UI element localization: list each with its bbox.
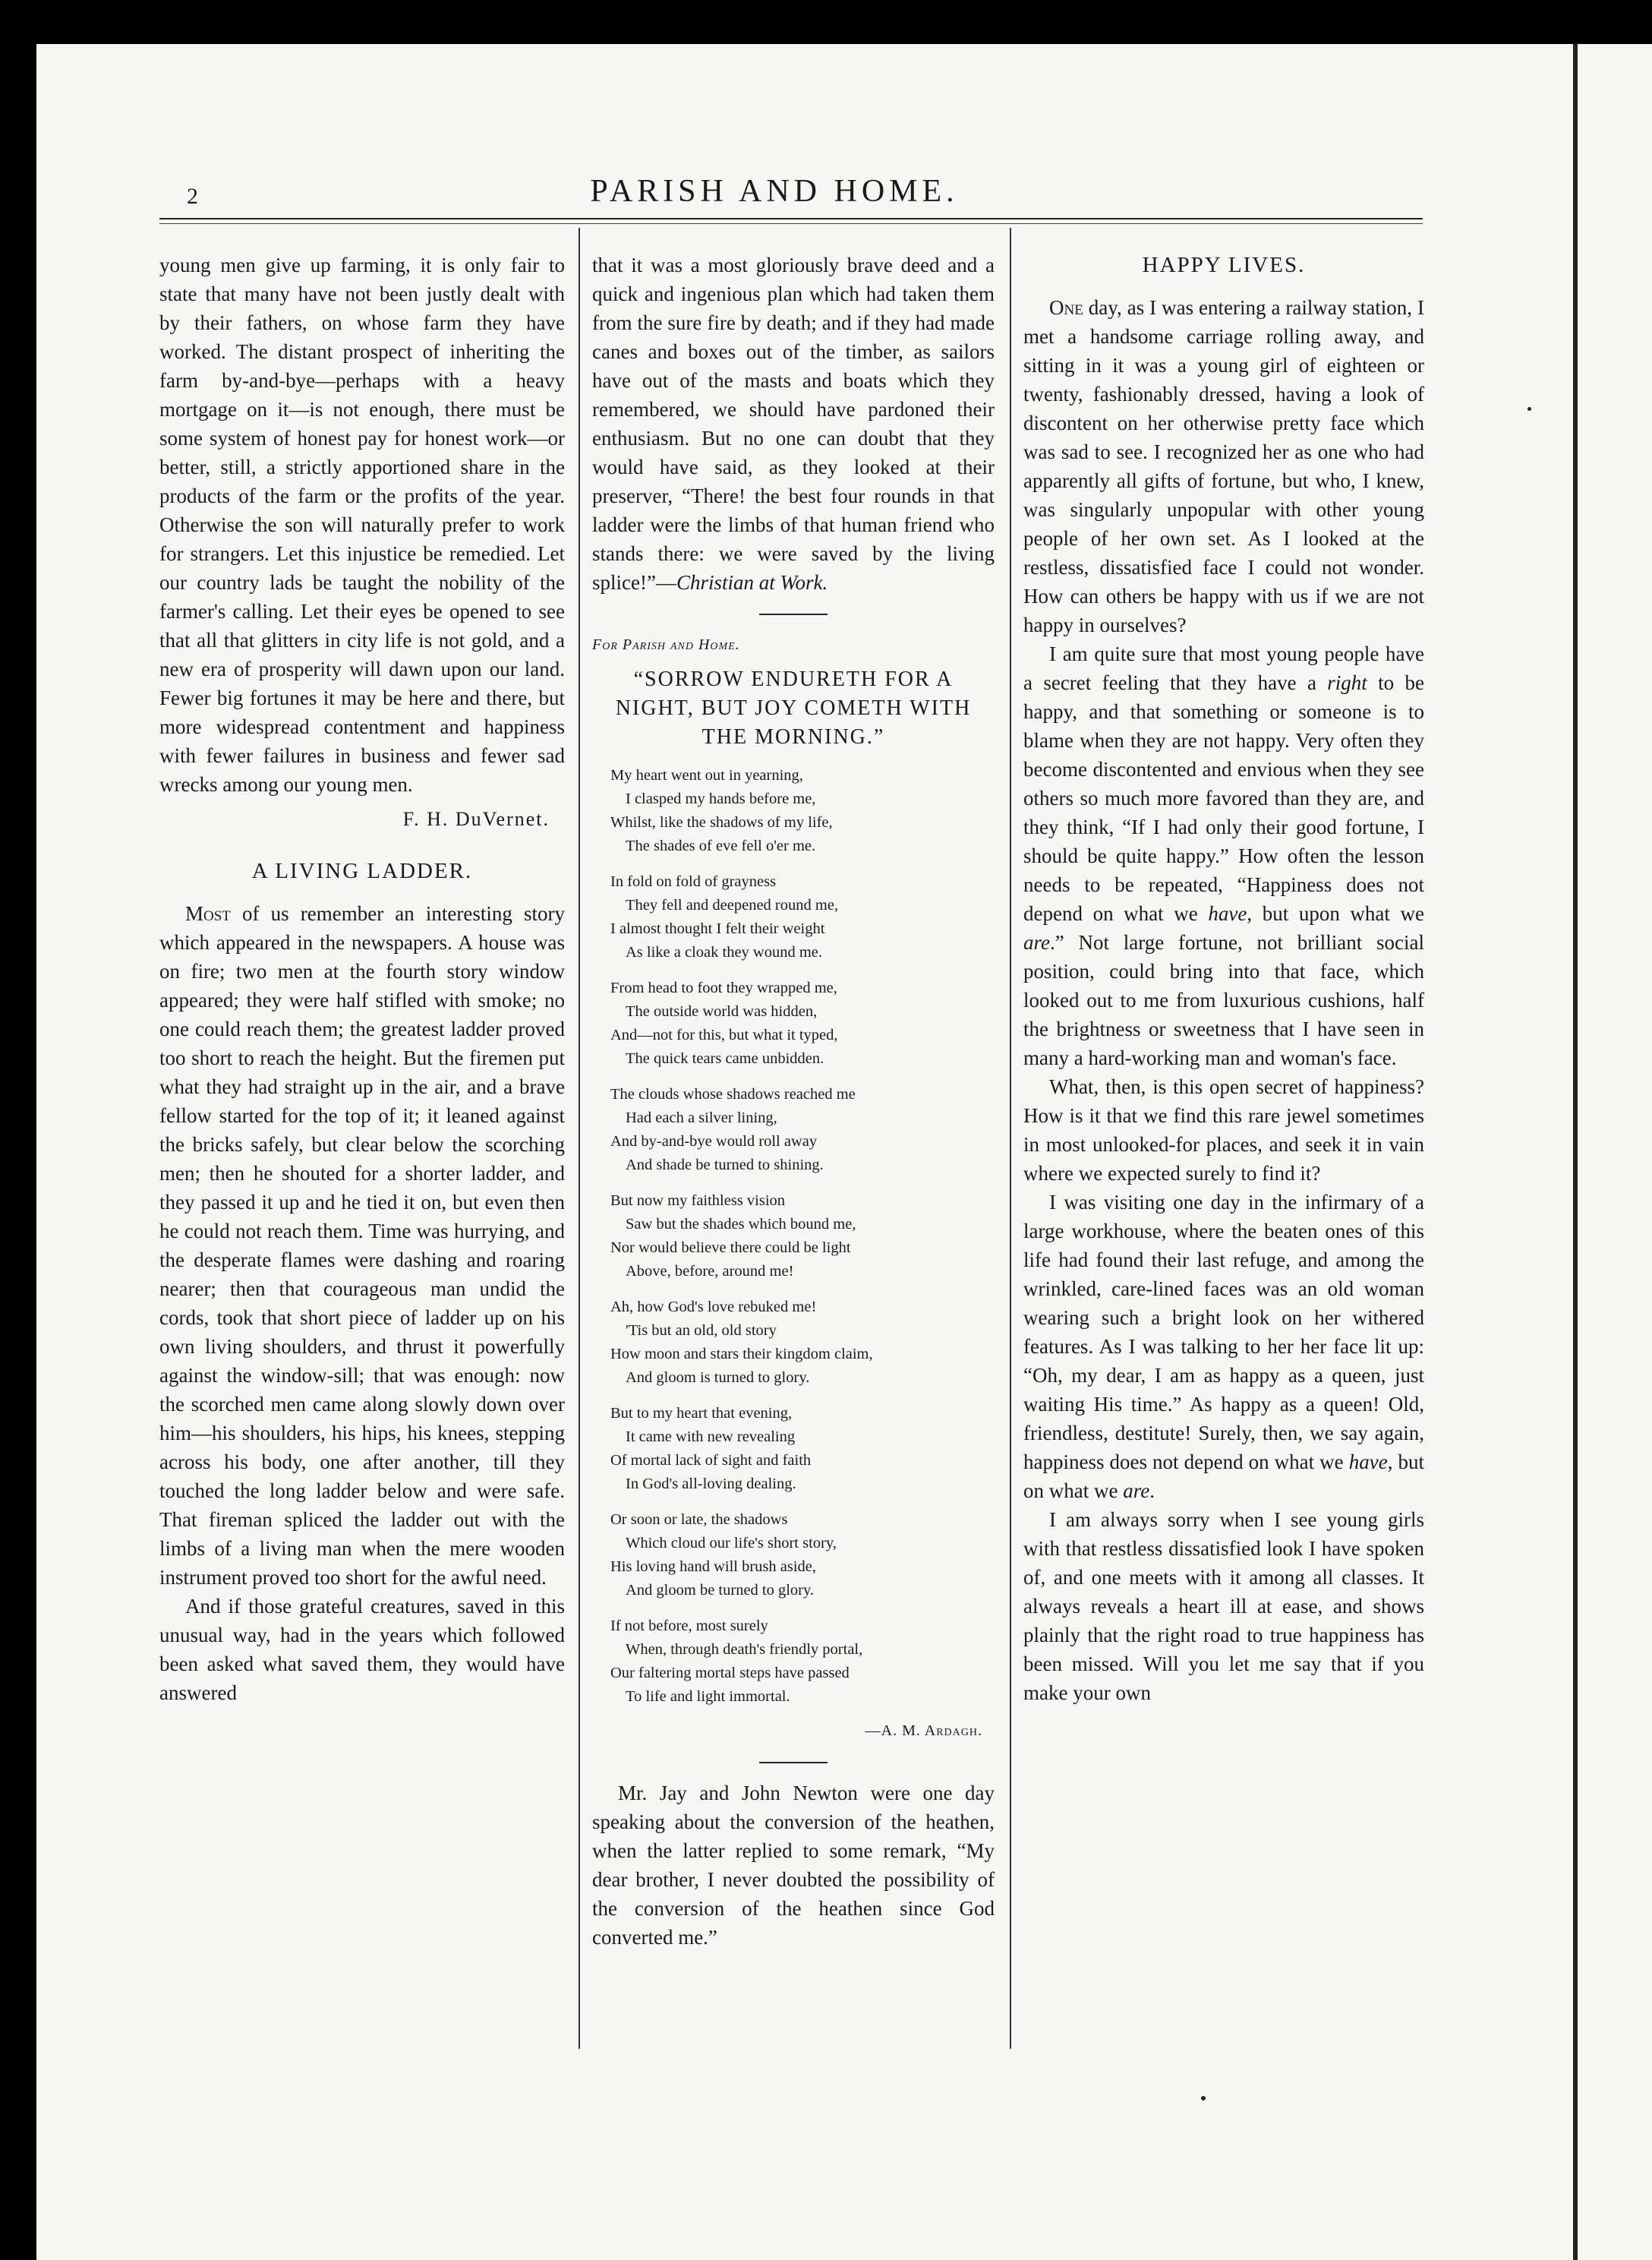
poem-line: The clouds whose shadows reached me — [610, 1086, 856, 1103]
text-run-italic: are — [1123, 1479, 1150, 1502]
poem-stanza — [610, 870, 995, 964]
column-1 — [159, 251, 565, 1707]
paragraph-text: that it was a most gloriously brave deed and a quick and ingenious plan which had taken them from the sure fire by death; and if they had made canes and boxes out of the timber, as sailors have out of the masts and boats which they remembered, we should have pardoned their enthusiasm. But no one can doubt that they would have said, as they looked at their preserver, “There! the best four rounds in that ladder were the limbs of that human friend who stands there: we were saved by the living splice!”— — [592, 254, 995, 594]
separator-rule — [759, 614, 828, 615]
poem-line: From head to foot they wrapped me, — [610, 980, 837, 996]
poem-line: To life and light immortal. — [626, 1688, 790, 1705]
poem-line: And by-and-bye would roll away — [610, 1133, 818, 1150]
article-source: Christian at Work. — [676, 571, 828, 594]
paragraph-text: of us remember an interesting story which appeared in the newspapers. A house was on fire; two men at the fourth story window appeared; they were half stifled with smoke; no one could reach them; the greatest ladder proved too short to reach the height. But the firemen put what they had straight up in the air, and a brave fellow started for the top of it; it leaned against the bricks safely, but clear below the scorching men; then he shouted for a shorter ladder, and they passed it up and he tied it on, but even then he could not reach them. Time was hurrying, and the desperate flames were dashing and roaring nearer; then that courageous man undid the cords, took that short piece of ladder up on his own living shoulders, and thrust it powerfully against the window-sill; that was enough: now the scorched men came along slowly down over him—his shoulders, his hips, his knees, stepping across his body, one after another, till they touched the long ladder below and were safe. That fireman spliced the ladder out with the limbs of a living man when the mere wooden instrument proved too short for the awful need. — [159, 902, 565, 1589]
poem-line: Which cloud our life's short story, — [626, 1535, 837, 1551]
text-run: I am quite sure that most young people have a secret feeling that they have a — [1023, 642, 1424, 694]
poem-line: The outside world was hidden, — [626, 1003, 818, 1020]
poem-stanza — [610, 1402, 995, 1496]
poem-line: I clasped my hands before me, — [626, 791, 816, 807]
poem-line: But now my faithless vision — [610, 1192, 786, 1209]
poem-stanza — [610, 1508, 995, 1602]
poem-line: The quick tears came unbidden. — [626, 1050, 824, 1067]
lead-word: One — [1049, 296, 1083, 319]
poem-line: The shades of eve fell o'er me. — [626, 838, 816, 854]
article-paragraph — [592, 251, 995, 597]
poem-line: My heart went out in yearning, — [610, 767, 803, 784]
article-paragraph: What, then, is this open secret of happiness? How is it that we find this rare jewel sometimes in most unlooked-for places, and seek it in vain where we expected surely to find it? — [1023, 1075, 1424, 1185]
page-number: 2 — [187, 184, 198, 209]
poem-stanza — [610, 977, 995, 1071]
article-paragraph: I am always sorry when I see young girls with that restless dissatisfied look I have spoken of, and one meets with it among all classes. It always reveals a heart ill at ease, and shows plainly that the right road to true happiness has been missed. Will you let me say that if you make your own — [1023, 1508, 1424, 1704]
text-run: I was visiting one day in the infirmary of a large workhouse, where the beaten ones of this life had found their last refuge, and among the wrinkled, care-lined faces was an old woman wearing such a bright look on her withered features. As I was talking to her her face lit up: “Oh, my dear, I am as happy as a queen, just waiting His time.” As happy as a queen! Old, friendless, destitute! Surely, then, we say again, happiness does not depend on what we — [1023, 1191, 1424, 1473]
poem-byline: For Parish and Home. — [592, 636, 740, 653]
poem-line: And gloom is turned to glory. — [626, 1369, 810, 1386]
poem-line: Above, before, around me! — [626, 1263, 794, 1280]
article-paragraph: And if those grateful creatures, saved in this unusual way, had in the years which followed been asked what saved them, they would have answered — [159, 1595, 565, 1704]
article-paragraph — [1023, 1188, 1424, 1505]
poem-line: Our faltering mortal steps have passed — [610, 1665, 850, 1681]
column-3 — [1023, 251, 1424, 1707]
text-run-italic: are — [1023, 931, 1050, 954]
masthead-title: PARISH AND HOME. — [590, 174, 959, 209]
poem-line: I almost thought I felt their weight — [610, 920, 825, 937]
separator-rule — [759, 1762, 828, 1763]
poem-stanza — [610, 1296, 995, 1390]
paragraph-text: day, as I was entering a railway station, I met a handsome carriage rolling away, and sitting in it was a young girl of eighteen or twenty, fashionably dressed, having a look of discontent on her otherwise pretty face which was sad to see. I recognized her as one who had apparently all gifts of fortune, but who, I knew, was singularly unpopular with other young people of her own set. As I looked at the restless, dissatisfied face I could not wonder. How can others be happy with us if we are not happy in ourselves? — [1023, 296, 1424, 636]
article-signature: F. H. DuVernet. — [402, 808, 550, 830]
text-run-italic: right — [1327, 671, 1367, 694]
text-run: .” Not large fortune, not brilliant social position, could bring into that face, which looked out to me from luxurious cushions, half the brightness or sweetness that I have seen in many a hard-working man and woman's face. — [1023, 931, 1424, 1069]
poem — [592, 764, 995, 1709]
poem-line: But to my heart that evening, — [610, 1405, 793, 1422]
text-run: , but upon what we — [1247, 902, 1424, 925]
poem-author: —A. M. Ardagh. — [865, 1722, 982, 1739]
poem-stanza — [610, 1189, 995, 1283]
text-run: . — [1149, 1479, 1155, 1502]
poem-line: Had each a silver lining, — [626, 1109, 777, 1126]
poem-line: If not before, most surely — [610, 1618, 768, 1634]
ink-speck — [1201, 2096, 1206, 2101]
poem-line: And—not for this, but what it typed, — [610, 1027, 838, 1043]
page-header — [121, 167, 1427, 213]
article-paragraph — [159, 899, 565, 1592]
lead-word: Most — [185, 902, 231, 925]
poem-line: It came with new revealing — [626, 1428, 796, 1445]
poem-line: How moon and stars their kingdom claim, — [610, 1346, 873, 1362]
text-run-italic: have — [1208, 902, 1247, 925]
poem-stanza — [610, 764, 995, 858]
poem-line: They fell and deepened round me, — [626, 897, 839, 914]
poem-stanza — [610, 1083, 995, 1177]
poem-line: And shade be turned to shining. — [626, 1157, 824, 1173]
article-paragraph — [1023, 639, 1424, 1072]
column-divider — [579, 228, 580, 2049]
column-2 — [592, 251, 995, 1952]
text-run-italic: have — [1348, 1450, 1388, 1473]
poem-line: 'Tis but an old, old story — [626, 1322, 777, 1339]
column-divider — [1010, 228, 1011, 2049]
article-paragraph — [1023, 293, 1424, 639]
poem-line: In God's all-loving dealing. — [626, 1476, 796, 1492]
poem-line: Of mortal lack of sight and faith — [610, 1452, 812, 1469]
poem-line: Whilst, like the shadows of my life, — [610, 814, 833, 831]
article-title-happy-lives: HAPPY LIVES. — [1142, 253, 1306, 277]
ink-speck — [1527, 407, 1531, 411]
text-run: , but on what we — [1023, 1450, 1424, 1502]
poem-line: And gloom be turned to glory. — [626, 1582, 815, 1599]
article-title-living-ladder: A LIVING LADDER. — [251, 859, 473, 883]
poem-line: In fold on fold of grayness — [610, 873, 777, 890]
article-continuation: young men give up farming, it is only fair to state that many have not been justly dealt with by their fathers, on whose farm they have worked. The distant prospect of inheriting the farm by-and-bye—perhaps with a heavy mortgage on it—is not enough, there must be some system of honest pay for honest work—or better, still, a strictly apportioned share in the products of the farm or the profits of the year. Otherwise the son will naturally prefer to work for strangers. Let this injustice be remedied. Let our country lads be taught the nobility of the farmer's calling. Let their eyes be opened to see that all that glitters in city life is not gold, and a new era of prosperity will dawn upon our land. Fewer big fortunes it may be here and there, but more widespread contentment and happiness with fewer failures in business and fewer sad wrecks among our young men. — [159, 254, 565, 796]
page-fold-edge — [1573, 44, 1578, 2260]
header-rule-thin — [159, 223, 1423, 224]
article-paragraph: Mr. Jay and John Newton were one day speaking about the conversion of the heathen, when the latter replied to some remark, “My dear brother, I never doubted the possibility of the conversion of the heathen since God converted me.” — [592, 1782, 995, 1949]
poem-line: His loving hand will brush aside, — [610, 1558, 817, 1575]
poem-stanza — [610, 1615, 995, 1709]
poem-title: “SORROW ENDURETH FOR A NIGHT, BUT JOY COMETH WITH THE MORNING.” — [615, 668, 972, 749]
poem-line: Or soon or late, the shadows — [610, 1511, 788, 1528]
poem-line: When, through death's friendly portal, — [626, 1641, 863, 1658]
text-run: to be happy, and that something or someone is to blame when they are not happy. Very often they become discontented and envious when they see others so much more favored than they are, and they think, “If I had only their good fortune, I should be quite happy.” How often the lesson needs to be repeated, “Happiness does not depend on what we — [1023, 671, 1424, 925]
poem-line: Nor would believe there could be light — [610, 1239, 851, 1256]
poem-line: As like a cloak they wound me. — [626, 944, 823, 961]
poem-line: Saw but the shades which bound me, — [626, 1216, 856, 1233]
poem-line: Ah, how God's love rebuked me! — [610, 1299, 817, 1315]
header-rule — [159, 218, 1423, 219]
